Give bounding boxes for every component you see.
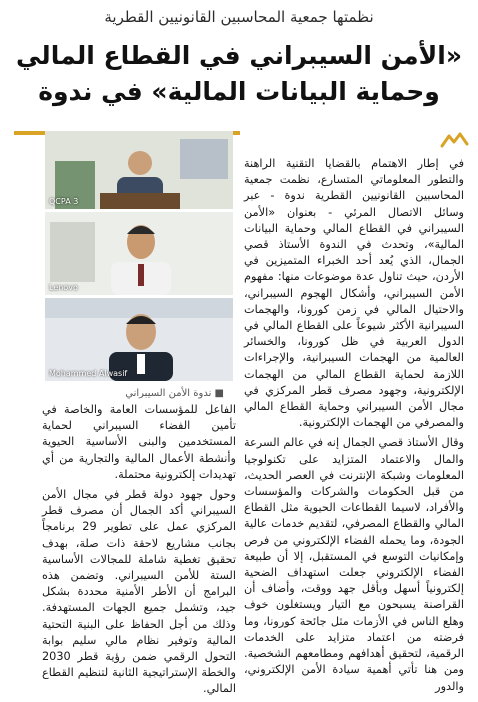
body-paragraph: في إطار الاهتمام بالقضايا التقنية الراهنة والتطور المعلوماتي المتسارع، نظمت جمعية المحاسبين القانونيين القطرية ندوة - عبر وسائل الاتصال المرئي - بعنوان «الأمن السيبراني في القطاع المالي وحماية البيانات المالية»، وتحدث في الندوة الأستاذ قصي الجمال، الذي يُعد أحد الخبراء المتميزين في الأردن، حيث تناول عدة موضوعات منها: مفهوم الأمن السيبراني، وأشكال الهجوم السيبراني، والاحتيال المالي في زمن كورونا، والهجمات السيبرانية الأكثر شيوعاً على القطاع المالي في الدول العربية في ظل كورونا، والخسائر العالمية من الهجمات السيبرانية، والإجراءات اللازمة لحماية القطاع المالي من الهجمات الإلكترونية، وجهود مصرف قطر المركزي في مجال الأمن السيبراني وحماية القطاع المالي والمصرفي من الهجمات الإلكترونية. [244,157,464,430]
lusail-logo-icon [440,132,470,148]
body-column-right [244,156,464,699]
photo-label: Lenovo [49,283,78,292]
photo-caption: ■ ندوة الأمن السيبراني [125,388,224,399]
kicker: نظمتها جمعية المحاسبين القانونيين القطرية [104,8,374,26]
body-paragraph: الفاعل للمؤسسات العامة والخاصة في تأمين الفضاء السيبراني لحماية المستخدمين والبنى الأساسية الحيوية وأنشطة الأعمال المالية والتجارية من أي تهديدات إلكترونية محتملة. [42,403,236,481]
photo-label: QCPA 3 [49,197,79,206]
body-paragraph: وحول جهود دولة قطر في مجال الأمن السيبراني أكد الجمال أن مصرف قطر المركزي عمل على تطوير 29 برنامجاً بجانب مشاريع لاحقة ذات صلة، بهدف تحقيق تغطية شاملة للمجالات الأساسية الستة للأمن السيبراني. وتضمن هذه البرامج أن الأطر الأمنية محددة بشكل جيد، وتشمل جميع الجهات المستهدفة. وذلك من أجل الحفاظ على البنية التحتية المالية وتوفير نظام مالي سليم بوابة التحول الرقمي ضمن رؤية قطر 2030 والخطة الإستراتيجية الثانية لتنظيم القطاع المالي. [42,488,236,696]
headline: «الأمن السيبراني في القطاع المالي وحماية البيانات المالية» في ندوة [16,41,462,106]
video-call-photo-2 [45,212,233,295]
photo-label: Mohammed Alwasif [49,369,128,378]
video-call-photo-1 [45,131,233,209]
body-column-left [42,402,236,702]
video-call-photo-3 [45,298,233,381]
body-paragraph: وقال الأستاذ قصي الجمال إنه في عالم السرعة والمال والاعتماد المتزايد على تكنولوجيا المعلومات وشبكة الإنترنت في العصر الحديث، من قبل الحكومات والشركات والمؤسسات والأفراد، لاسيما القطاعات الحيوية مثل القطاع المالي والقطاع المصرفي، لتقديم خدمات عالية الجودة، وما يحمله الفضاء الإلكتروني من فرص وإمكانيات التوسع في المستقبل، إلا أن طبيعة الفضاء الإلكتروني جعلت استهداف الضحية إلكترونياً أسهل وبأقل جهد ووقت، وأضاف أن القراصنة يسبحون مع التيار ويستغلون خوف وهلع الناس في الأزمات مثل جائحة كورونا، وما فرضته من اعتماد متزايد على الخدمات الرقمية، لتحقيق أهدافهم ومطامعهم الشخصية. ومن هنا تأتي أهمية سيادة الأمن الإلكتروني، والدور [244,436,464,693]
photo-column [45,131,233,384]
